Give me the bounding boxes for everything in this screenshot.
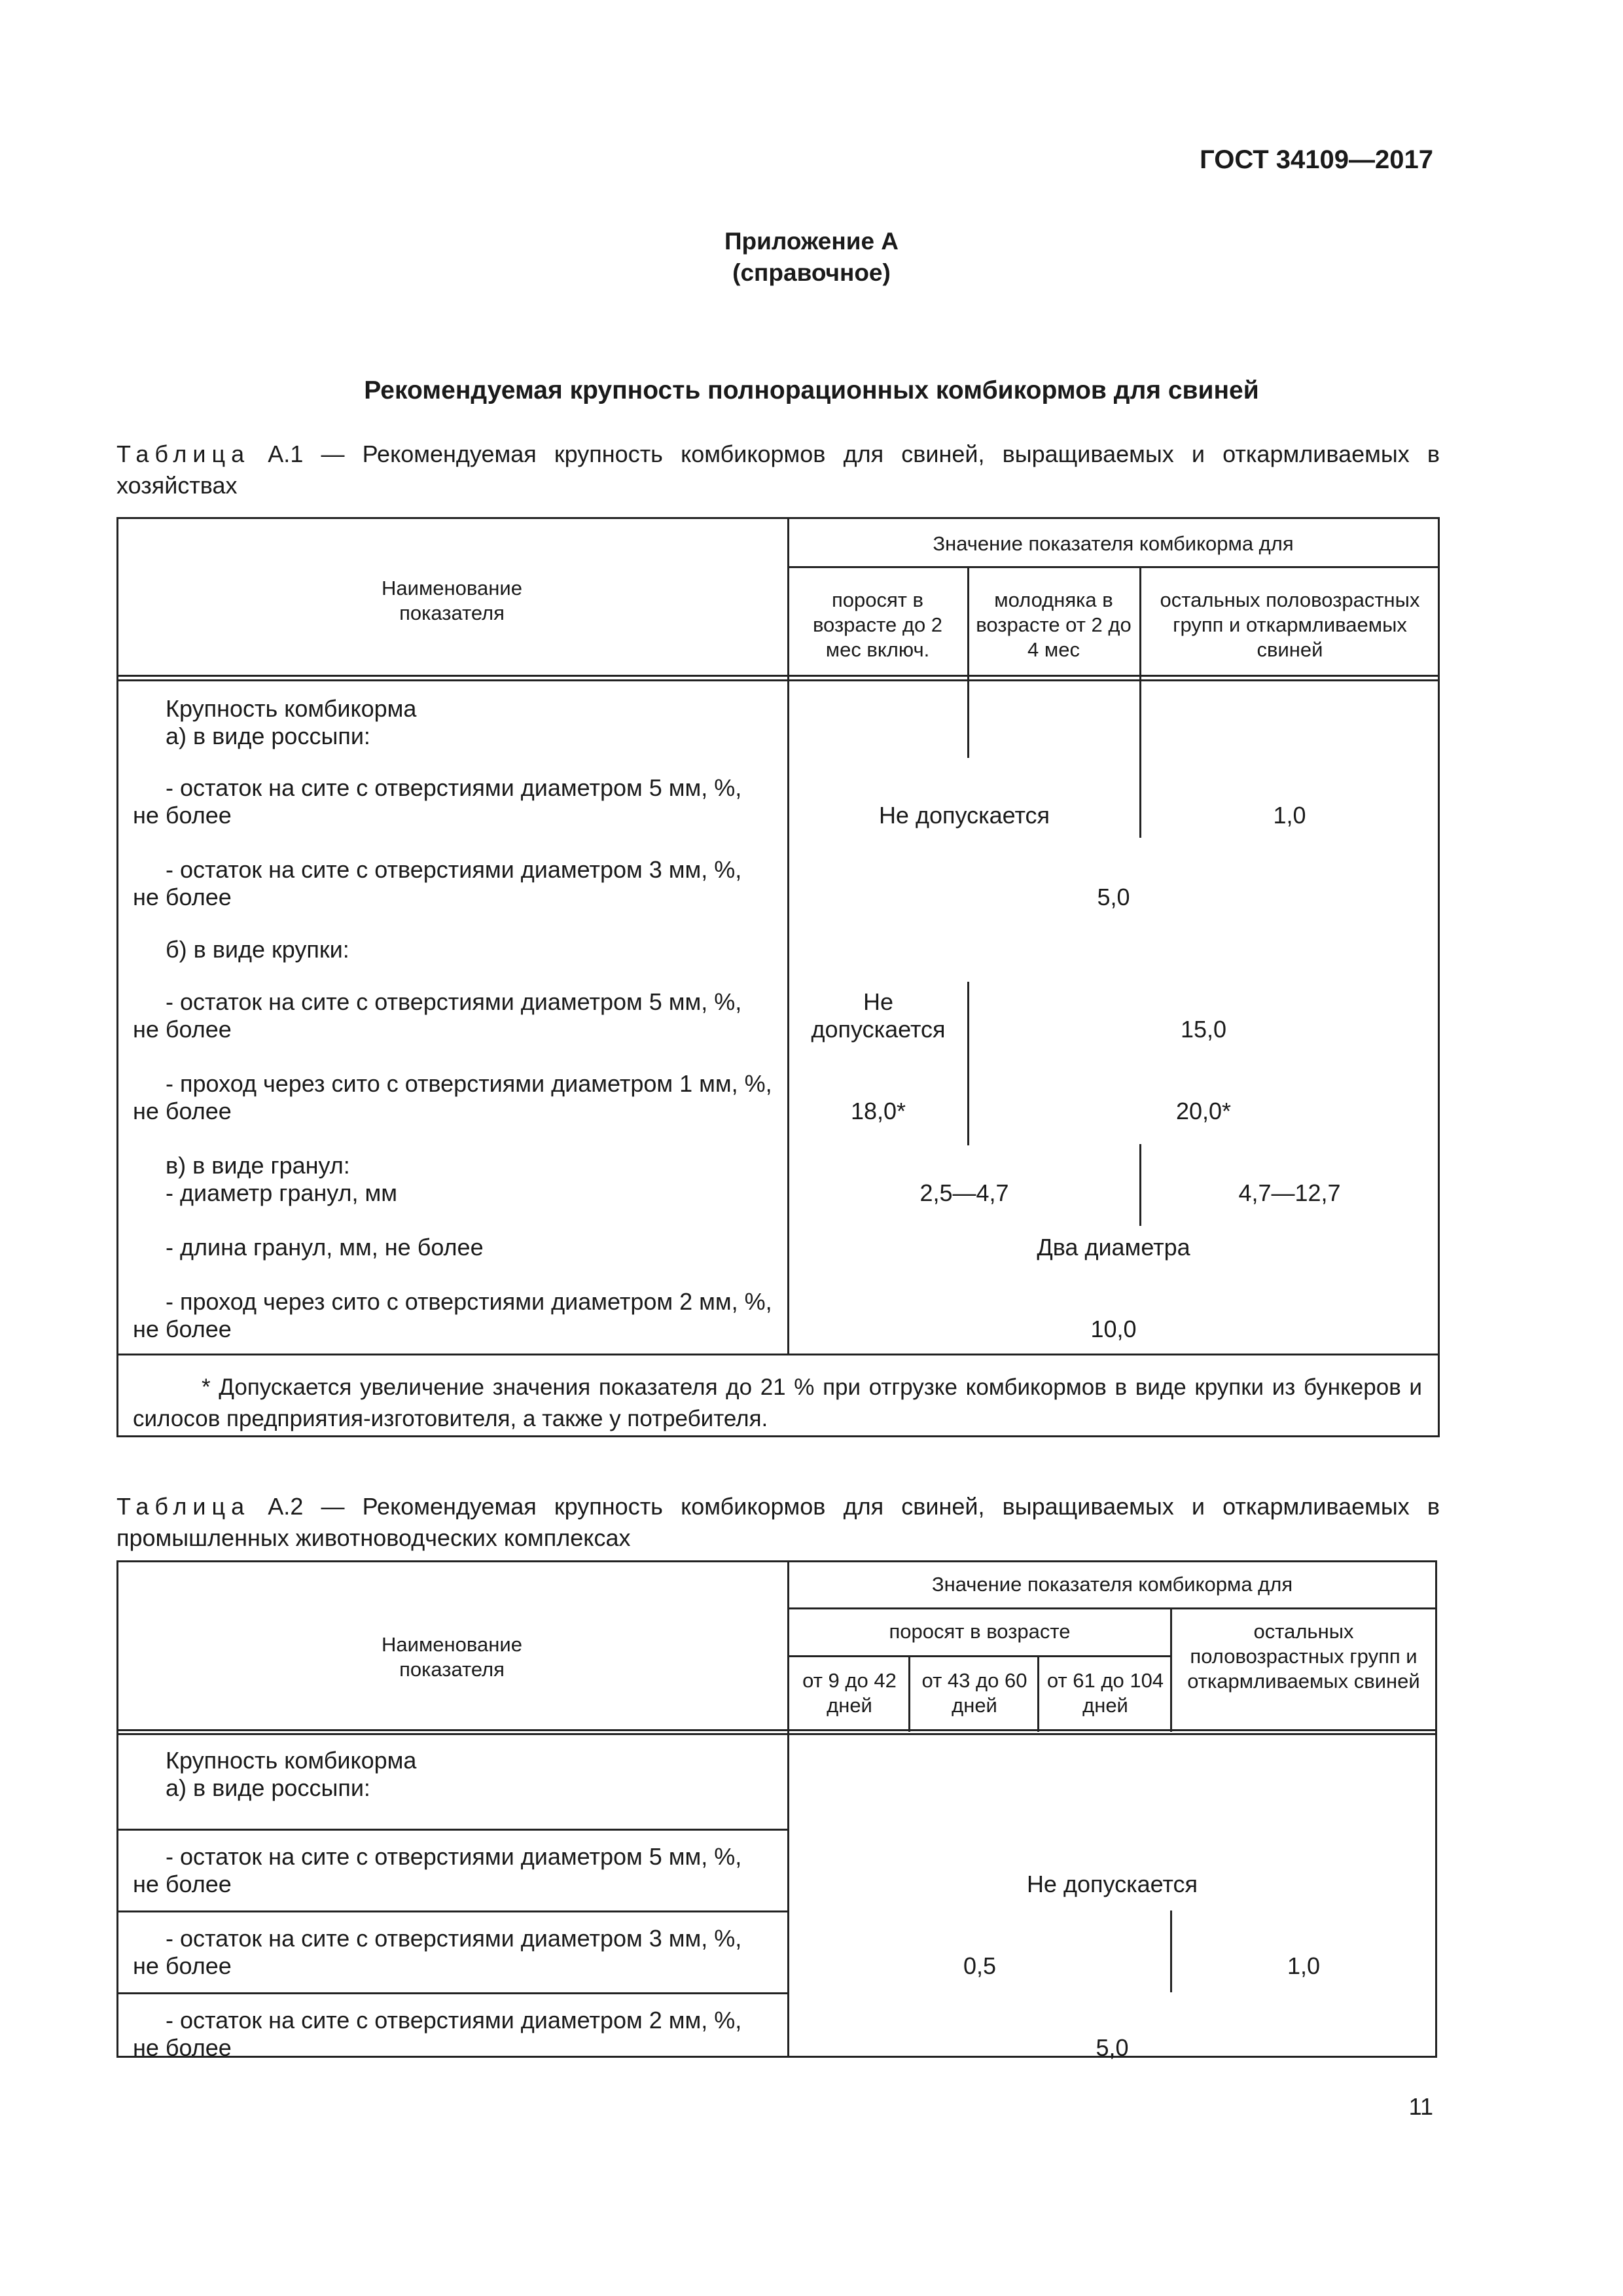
- page-number: 11: [1408, 2093, 1433, 2120]
- t2-head-value: Значение показателя комбикорма для: [931, 1573, 1293, 1596]
- t2-r1-v: Не допускается: [1026, 1871, 1198, 1897]
- table1-caption-text: А.1 — Рекомендуемая крупность комбикормов для свиней, выращиваемых и откармливаемых в хозяйствах: [116, 440, 1440, 499]
- t1-row-c2: - длина гранул, мм, не более: [166, 1234, 484, 1261]
- section-title: Рекомендуемая крупность полнорационных комбикормов для свиней: [364, 376, 1259, 404]
- t1-footnote: * Допускается увеличение значения показателя до 21 % при отгрузке комбикормов в виде крупки из бункеров и силосов предприятия-изготовителя, а также у потребителя.: [133, 1374, 1422, 1431]
- t2-row-r2: - остаток на сите с отверстиями диаметром 3 мм, %, не более: [133, 1925, 742, 1979]
- t1-head-col2: молодняка в возрасте от 2 до 4 мес: [976, 588, 1132, 661]
- t2-row-a: а) в виде россыпи:: [166, 1774, 370, 1801]
- t1-row-c: в) в виде гранул:: [166, 1152, 350, 1179]
- t1-c1-v3: 4,7—12,7: [1238, 1179, 1341, 1206]
- t2-head-col2: от 43 до 60 дней: [921, 1669, 1027, 1717]
- t1-c1-v12: 2,5—4,7: [919, 1179, 1009, 1206]
- t2-r3-v: 5,0: [1096, 2034, 1129, 2061]
- t1-head-col1: поросят в возрасте до 2 мес включ.: [812, 588, 943, 661]
- t1-a1-v12: Не допускается: [878, 802, 1050, 829]
- t1-head-value: Значение показателя комбикорма для: [933, 532, 1294, 555]
- t1-row-c1: - диаметр гранул, мм: [166, 1179, 397, 1206]
- t1-a2-v: 5,0: [1097, 884, 1130, 910]
- t1-row-b2: - проход через сито с отверстиями диаметром 1 мм, %, не более: [133, 1070, 772, 1124]
- t1-head-name: [116, 576, 787, 626]
- t1-a1-v3: 1,0: [1273, 802, 1306, 829]
- t2-head-piglets: поросят в возрасте: [889, 1620, 1071, 1643]
- t2-head-name: [116, 1632, 787, 1682]
- t2-r2-v4: 1,0: [1287, 1952, 1321, 1979]
- table1-caption: [116, 439, 1440, 501]
- t2-head-col4: остальных половозрастных групп и откармливаемых свиней: [1187, 1620, 1420, 1693]
- t1-row-size: Крупность комбикорма: [166, 695, 417, 722]
- appendix-heading: [0, 226, 1623, 289]
- t2-row-size: Крупность комбикорма: [166, 1747, 417, 1774]
- t1-row-b1: - остаток на сите с отверстиями диаметром 5 мм, %, не более: [133, 988, 742, 1043]
- t1-head-col3: остальных половозрастных групп и откармливаемых свиней: [1160, 588, 1420, 661]
- t2-head-col3: от 61 до 104 дней: [1046, 1669, 1164, 1717]
- t1-c3-v: 10,0: [1090, 1316, 1137, 1342]
- table-a1: [116, 517, 1440, 1437]
- t1-head-name-text: Наименование показателя: [382, 577, 522, 624]
- table1-caption-word: Таблица: [116, 440, 251, 467]
- table2-caption-word: Таблица: [116, 1493, 251, 1520]
- appendix-kind: (справочное): [732, 259, 891, 286]
- t2-head-col1: от 9 до 42 дней: [802, 1669, 897, 1717]
- table2-caption: [116, 1491, 1440, 1554]
- t1-b2-v1: 18,0*: [850, 1098, 906, 1124]
- appendix-title: Приложение А: [724, 228, 899, 255]
- table2-caption-text: А.2 — Рекомендуемая крупность комбикормов для свиней, выращиваемых и откармливаемых в промышленных животноводческих комплексах: [116, 1493, 1440, 1551]
- t2-head-name-text: Наименование показателя: [382, 1633, 522, 1681]
- t1-row-b: б) в виде крупки:: [166, 936, 349, 963]
- t1-b1-v23: 15,0: [1180, 1016, 1227, 1043]
- t1-row-a: а) в виде россыпи:: [166, 723, 370, 749]
- t2-row-r3: - остаток на сите с отверстиями диаметром 2 мм, %, не более: [133, 2007, 742, 2061]
- t2-r2-v123: 0,5: [963, 1952, 997, 1979]
- t1-b1-v1-text: Не допускается: [811, 988, 946, 1043]
- standard-number: ГОСТ 34109—2017: [1200, 145, 1433, 174]
- t2-row-r1: - остаток на сите с отверстиями диаметром 5 мм, %, не более: [133, 1843, 742, 1897]
- t1-row-c3: - проход через сито с отверстиями диаметром 2 мм, %, не более: [133, 1288, 772, 1342]
- t1-b1-v1: [789, 988, 967, 1043]
- t1-b2-v23: 20,0*: [1175, 1098, 1232, 1124]
- t1-row-a1: - остаток на сите с отверстиями диаметром 5 мм, %, не более: [133, 774, 742, 829]
- table-a2: [116, 1560, 1437, 2061]
- t1-row-a2: - остаток на сите с отверстиями диаметром 3 мм, %, не более: [133, 856, 742, 910]
- t1-c2-v: Два диаметра: [1037, 1234, 1190, 1261]
